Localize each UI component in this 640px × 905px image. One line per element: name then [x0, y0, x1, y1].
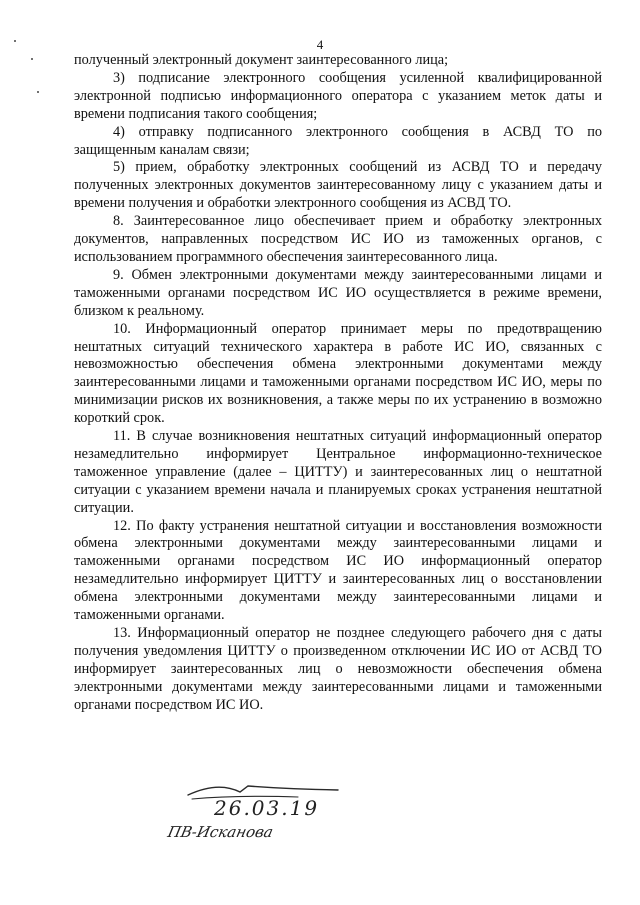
handwritten-signature	[165, 775, 378, 845]
paragraph-continuation: полученный электронный документ заинтересованного лица;	[74, 52, 449, 68]
document-body	[74, 52, 602, 715]
paragraph-item-3: 3) подписание электронного сообщения усиленной квалифицированной электронной подписью информационного оператора с указанием меток даты и времени подписания такого сообщения;	[74, 69, 602, 122]
paragraph-8: 8. Заинтересованное лицо обеспечивает прием и обработку электронных документов, направленных посредством ИС ИО из таможенных органов, с использованием программного обеспечения заинтересованного лица.	[74, 213, 602, 265]
svg-text:ПВ-Исканова: ПВ-Исканова	[165, 823, 275, 841]
paragraph-item-4: 4) отправку подписанного электронного сообщения в АСВД ТО по защищенным каналам связи;	[74, 123, 602, 158]
handwritten-signature-graphic	[165, 775, 378, 845]
paragraph-10: 10. Информационный оператор принимает меры по предотвращению нештатных ситуаций технического характера в работе ИС ИО, связанных с невозможностью обеспечения обмена электронными документами между заинтересованными лицами и таможенными органами посредством ИС ИО, меры по минимизации рисков их возникновения, а также меры по их устранению в возможно короткий срок.	[74, 320, 602, 427]
scan-speck	[31, 58, 33, 60]
paragraph-9: 9. Обмен электронными документами между заинтересованными лицами и таможенными органами посредством ИС ИО осуществляется в режиме времени, близком к реальному.	[74, 266, 602, 319]
svg-text:26.03.19: 26.03.19	[214, 796, 320, 820]
scan-speck	[37, 91, 39, 93]
scan-speck	[14, 40, 16, 42]
paragraph-13: 13. Информационный оператор не позднее следующего рабочего дня с даты получения уведомления ЦИТТУ о произведенном отключении ИС ИО от АСВД ТО информирует заинтересованных лиц о невозможности обеспечения обмена электронными документами между заинтересованными лицами и таможенными органами посредством ИС ИО.	[74, 625, 602, 713]
paragraph-12: 12. По факту устранения нештатной ситуации и восстановления возможности обмена электронными документами между заинтересованными лицами и таможенными органами посредством ИС ИО информационный оператор незамедлительно информирует ЦИТТУ и заинтересованных лиц о восстановлении обмена электронными документами между заинтересованными лицами и таможенными органами.	[74, 517, 602, 624]
page-number: 4	[316, 37, 324, 52]
paragraph-item-5: 5) прием, обработку электронных сообщений из АСВД ТО и передачу полученных электронных документов заинтересованному лицу с указанием даты и времени получения и обработки электронного сообщения из АСВД ТО.	[74, 159, 602, 212]
paragraph-11: 11. В случае возникновения нештатных ситуаций информационный оператор незамедлительно информирует Центральное информационно-техническое таможенное управление (далее – ЦИТТУ) и заинтересованных лиц о нештатной ситуации с указанием времени начала и планируемых сроках устранения нештатной ситуации.	[74, 428, 602, 516]
